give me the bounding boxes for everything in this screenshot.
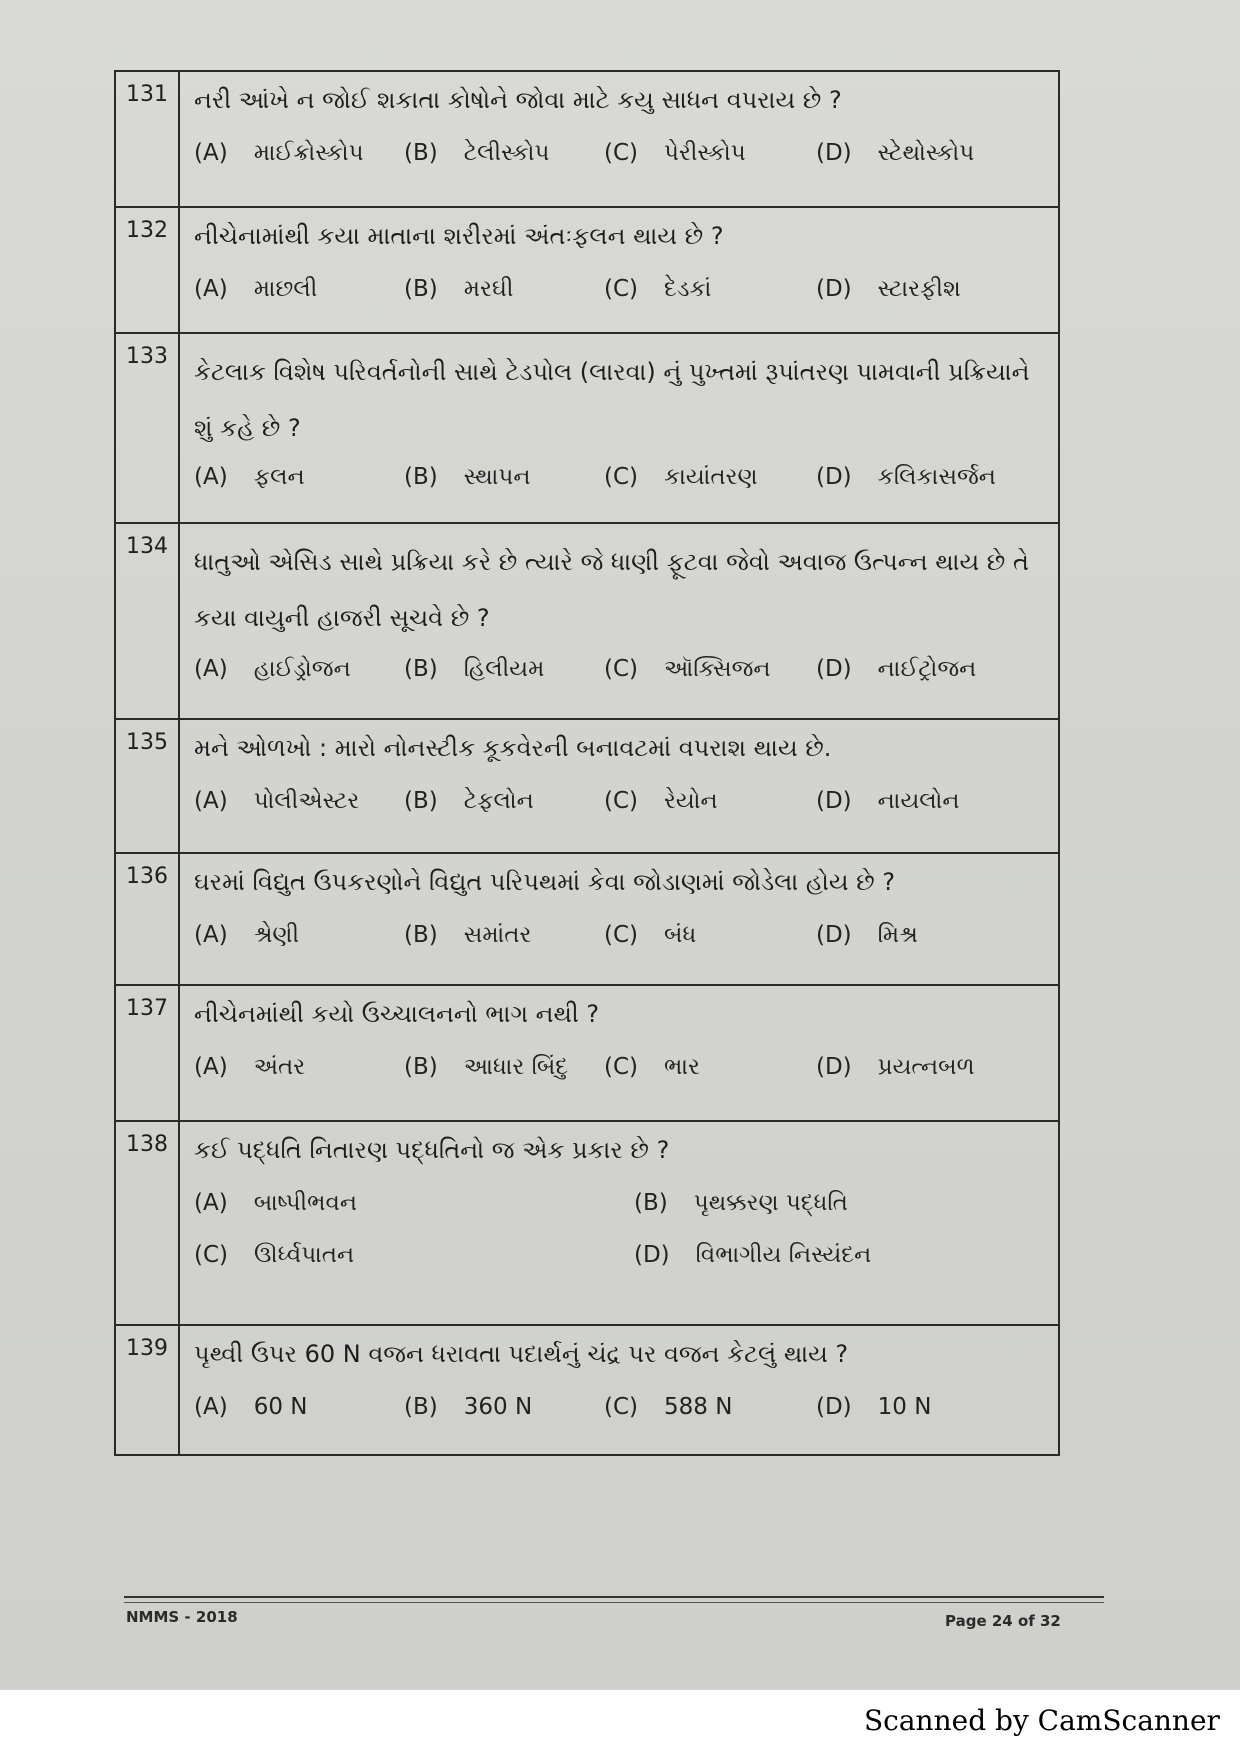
question-text: કેટલાક વિશેષ પરિવર્તનોની સાથે ટેડપોલ (લારવા) નું પુખ્તમાં રૂપાંતરણ પામવાની પ્રક્રિયાને શું કહે છે ? [194, 358, 1030, 442]
question-text: નીચેનામાંથી કયા માતાના શરીરમાં અંતઃફલન થાય છે ? [194, 222, 724, 250]
option-a: (A) હાઈડ્રોજન [194, 656, 351, 682]
exam-name: NMMS - 2018 [126, 1608, 238, 1626]
option-b: (B) સમાંતર [404, 922, 532, 948]
question-table [114, 70, 1060, 1456]
option-b: (B) ટેલીસ્કોપ [404, 140, 550, 166]
question-row-131 [116, 72, 1058, 208]
question-text: ઘરમાં વિદ્યુત ઉપકરણોને વિદ્યુત પરિપથમાં કેવા જોડાણમાં જોડેલા હોય છે ? [194, 868, 896, 896]
option-a: (A) ફલન [194, 464, 305, 490]
question-number: 135 [116, 720, 180, 852]
option-c: (C) ભાર [604, 1054, 700, 1080]
option-d: (D) મિશ્ર [816, 922, 918, 948]
option-c: (C) કાયાંતરણ [604, 464, 758, 490]
question-row-137 [116, 986, 1058, 1122]
option-d: (D) પ્રયત્નબળ [816, 1054, 975, 1080]
page-number: Page 24 of 32 [945, 1612, 1061, 1630]
question-row-135 [116, 720, 1058, 854]
option-c: (C) બંધ [604, 922, 697, 948]
option-c: (C) 588 N [604, 1394, 733, 1420]
option-d: (D) નાઈટ્રોજન [816, 656, 977, 682]
option-b: (B) ટેફલોન [404, 788, 534, 814]
question-text: કઈ પદ્ધતિ નિતારણ પદ્ધતિનો જ એક પ્રકાર છે ? [194, 1136, 670, 1164]
option-b: (B) હિલીયમ [404, 656, 545, 682]
scanner-watermark: Scanned by CamScanner [864, 1704, 1220, 1737]
option-b: (B) આધાર બિંદુ [404, 1054, 569, 1080]
question-text: નરી આંખે ન જોઈ શકાતા કોષોને જોવા માટે કયુ સાધન વપરાય છે ? [194, 86, 842, 114]
option-d: (D) વિભાગીય નિસ્યંદન [634, 1242, 872, 1268]
question-row-139 [116, 1326, 1058, 1454]
option-b: (B) મરઘી [404, 276, 514, 302]
option-a: (A) અંતર [194, 1054, 306, 1080]
option-d: (D) સ્ટારફીશ [816, 276, 961, 302]
option-c: (C) રેયોન [604, 788, 718, 814]
question-text: પૃથ્વી ઉપર 60 N વજન ધરાવતા પદાર્થનું ચંદ્ર પર વજન કેટલું થાય ? [194, 1340, 849, 1368]
option-b: (B) પૃથક્કરણ પદ્ધતિ [634, 1190, 848, 1216]
question-number: 139 [116, 1326, 180, 1454]
question-row-134 [116, 524, 1058, 720]
question-number: 137 [116, 986, 180, 1120]
option-d: (D) સ્ટેથોસ્કોપ [816, 140, 975, 166]
question-number: 131 [116, 72, 180, 206]
question-row-138 [116, 1122, 1058, 1326]
option-a: (A) માઈક્રોસ્કોપ [194, 140, 364, 166]
question-row-133 [116, 334, 1058, 524]
question-number: 134 [116, 524, 180, 718]
question-row-136 [116, 854, 1058, 986]
option-a: (A) માછલી [194, 276, 318, 302]
question-text: મને ઓળખો : મારો નોનસ્ટીક કૂકવેરની બનાવટમાં વપરાશ થાય છે. [194, 734, 832, 762]
option-a: (A) શ્રેણી [194, 922, 300, 948]
question-row-132 [116, 208, 1058, 334]
question-text: ધાતુઓ એસિડ સાથે પ્રક્રિયા કરે છે ત્યારે જે ધાણી ફૂટવા જેવો અવાજ ઉત્પન્ન થાય છે તે કયા વાયુની હાજરી સૂચવે છે ? [194, 548, 1029, 632]
option-a: (A) પોલીએસ્ટર [194, 788, 360, 814]
option-a: (A) 60 N [194, 1394, 308, 1420]
footer-divider [124, 1596, 1104, 1598]
question-number: 132 [116, 208, 180, 332]
option-c: (C) પેરીસ્કોપ [604, 140, 746, 166]
question-number: 136 [116, 854, 180, 984]
question-number: 138 [116, 1122, 180, 1324]
option-b: (B) સ્થાપન [404, 464, 531, 490]
option-c: (C) ઊર્ધ્વપાતન [194, 1242, 355, 1268]
option-d: (D) નાયલોન [816, 788, 960, 814]
question-number: 133 [116, 334, 180, 522]
option-c: (C) ઑક્સિજન [604, 656, 771, 682]
option-c: (C) દેડકાં [604, 276, 712, 302]
option-b: (B) 360 N [404, 1394, 533, 1420]
option-d: (D) કલિકાસર્જન [816, 464, 996, 490]
question-text: નીચેનમાંથી કયો ઉચ્ચાલનનો ભાગ નથી ? [194, 1000, 600, 1028]
footer-divider-thin [124, 1602, 1104, 1603]
option-a: (A) બાષ્પીભવન [194, 1190, 357, 1216]
option-d: (D) 10 N [816, 1394, 932, 1420]
